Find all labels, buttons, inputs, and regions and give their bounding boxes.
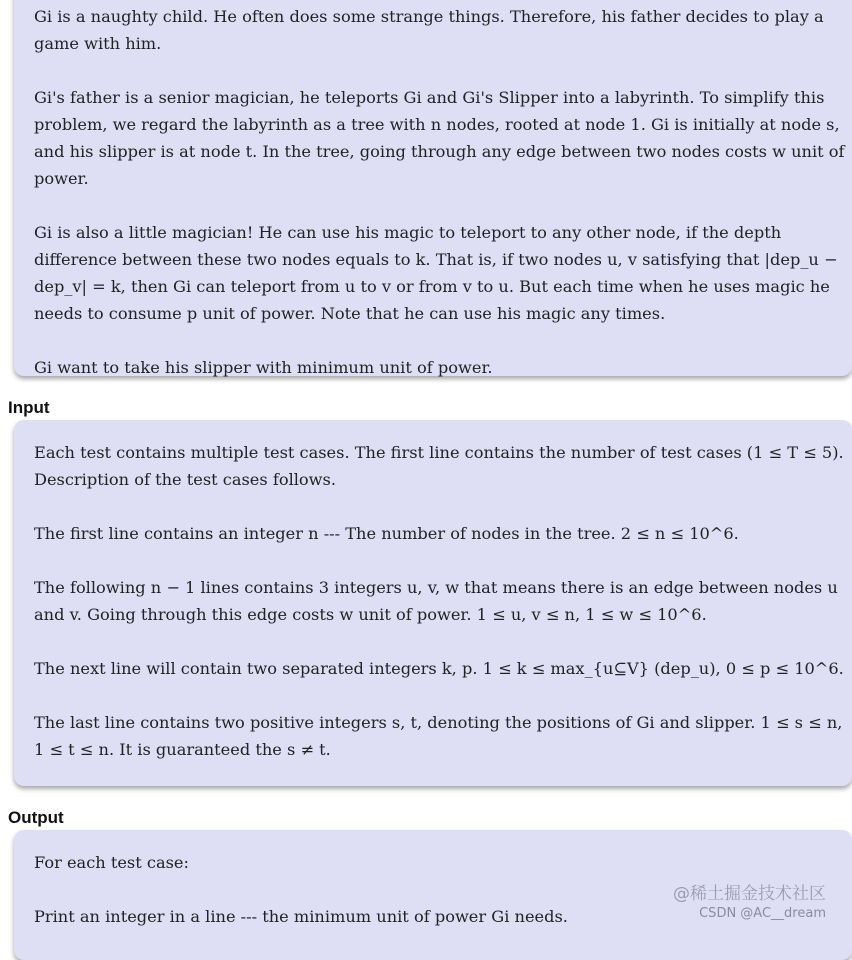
- output-heading: Output: [8, 808, 64, 827]
- input-paragraph: The following n − 1 lines contains 3 integers u, v, w that means there is an edge between nodes u and v. Going through this edge costs w unit of power. 1 ≤ u, v ≤ n, 1 ≤ w ≤ 10^6.: [34, 578, 838, 624]
- statement-card: [14, 0, 852, 376]
- statement-paragraph: Gi is also a little magician! He can use his magic to teleport to any other node, if the depth difference between these two nodes equals to k. That is, if two nodes u, v satisfying that |dep_u − dep_v| = k, then Gi can teleport from u to v or from v to u. But each time when he uses magic he needs to consume p unit of power. Note that he can use his magic any times.: [34, 223, 838, 323]
- statement-paragraph: Gi want to take his slipper with minimum unit of power.: [34, 358, 493, 377]
- input-card: [14, 420, 852, 786]
- input-paragraph: The last line contains two positive integers s, t, denoting the positions of Gi and slipper. 1 ≤ s ≤ n, 1 ≤ t ≤ n. It is guaranteed the s ≠ t.: [34, 713, 843, 759]
- watermark: [673, 884, 826, 924]
- watermark-line1: @稀土掘金技术社区: [673, 884, 826, 904]
- output-paragraph: For each test case:: [34, 853, 189, 872]
- watermark-line2: CSDN @AC__dream: [699, 906, 826, 921]
- input-paragraph: Each test contains multiple test cases. The first line contains the number of test cases (1 ≤ T ≤ 5). Description of the test cases follows.: [34, 443, 844, 489]
- input-paragraph: The next line will contain two separated integers k, p. 1 ≤ k ≤ max_{u⊆V} (dep_u), 0 ≤ p ≤ 10^6.: [34, 659, 844, 678]
- statement-paragraph: Gi is a naughty child. He often does some strange things. Therefore, his father decides to play a game with him.: [34, 7, 824, 53]
- statement-paragraph: Gi's father is a senior magician, he teleports Gi and Gi's Slipper into a labyrinth. To simplify this problem, we regard the labyrinth as a tree with n nodes, rooted at node 1. Gi is initially at node s, and his slipper is at node t. In the tree, going through any edge between two nodes costs w unit of power.: [34, 88, 845, 188]
- output-paragraph: Print an integer in a line --- the minimum unit of power Gi needs.: [34, 907, 568, 926]
- input-paragraph: The first line contains an integer n --- The number of nodes in the tree. 2 ≤ n ≤ 10^6.: [34, 524, 739, 543]
- input-heading: Input: [8, 398, 50, 417]
